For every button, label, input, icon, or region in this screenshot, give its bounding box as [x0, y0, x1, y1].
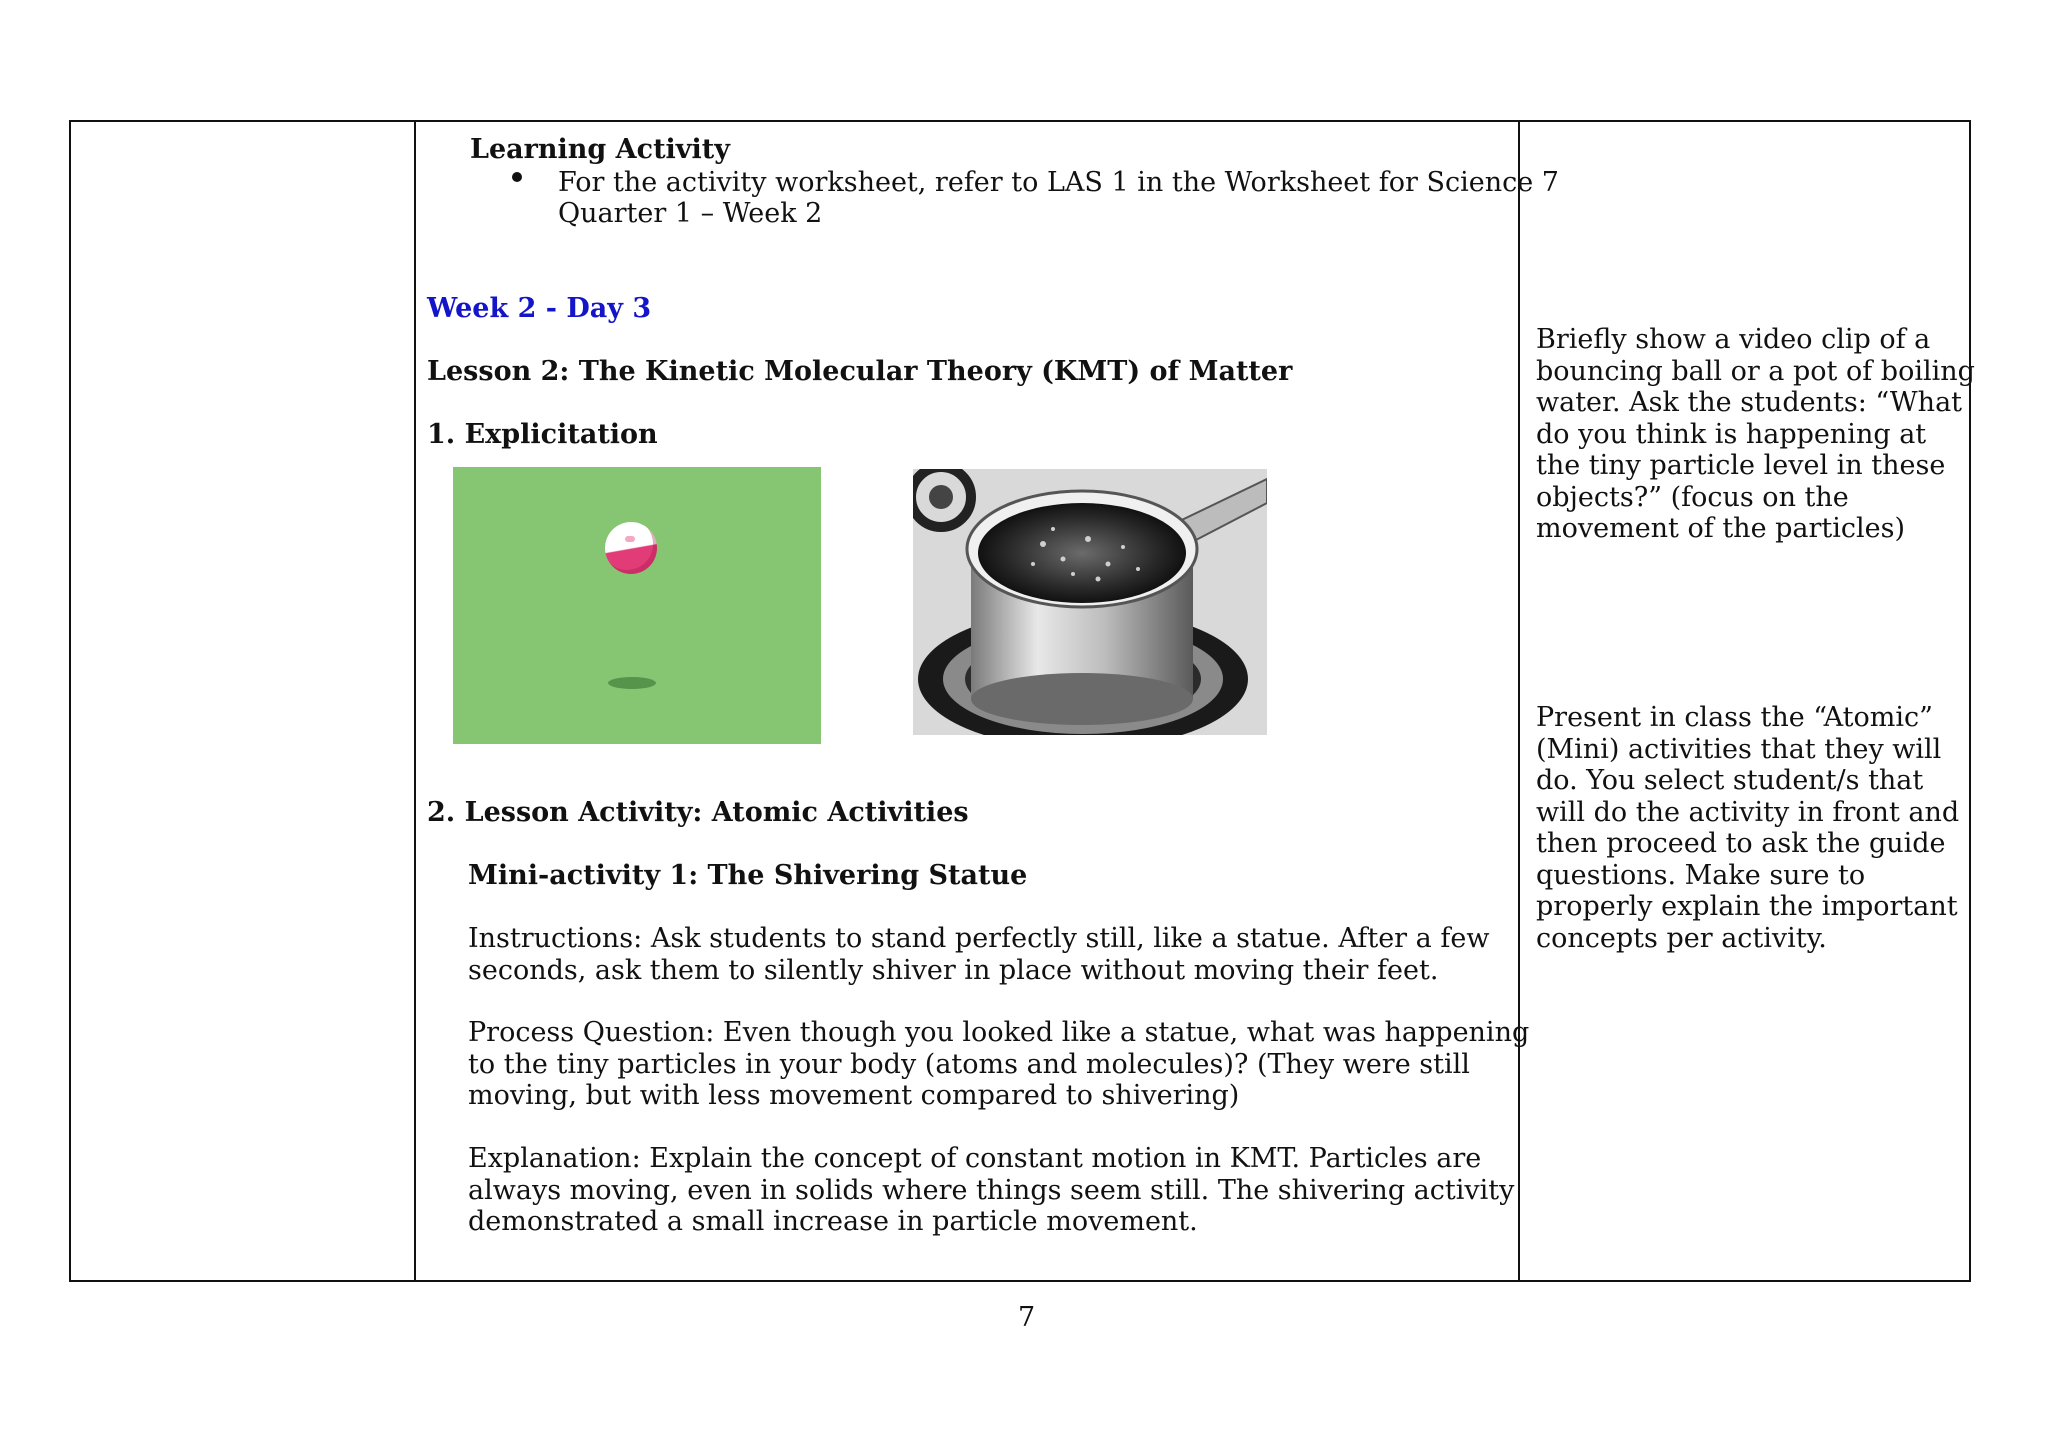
learning-activity-bullet-line2: Quarter 1 – Week 2	[558, 198, 823, 229]
note-line: questions. Make sure to	[1536, 859, 1866, 891]
boiling-pot-illustration	[913, 469, 1267, 735]
process-question-line: to the tiny particles in your body (atoms and molecules)? (They were still	[468, 1048, 1470, 1080]
learning-activity-heading: Learning Activity	[470, 134, 730, 165]
note-line: do you think is happening at	[1536, 418, 1927, 450]
note-line: Present in class the “Atomic”	[1536, 702, 1933, 733]
explicitation-heading: 1. Explicitation	[427, 419, 658, 450]
note-line: bouncing ball or a pot of boiling	[1536, 355, 1975, 387]
bullet-dot	[512, 172, 522, 182]
note-line: water. Ask the students: “What	[1536, 387, 1963, 418]
note-line: objects?” (focus on the	[1536, 481, 1849, 513]
explanation-line: always moving, even in solids where things seem still. The shivering activity	[468, 1174, 1515, 1206]
teacher-note-activities	[1536, 702, 1966, 954]
note-line: do. You select student/s that	[1536, 765, 1924, 796]
ball-icon	[605, 522, 657, 574]
explanation-line: demonstrated a small increase in particle movement.	[468, 1206, 1198, 1237]
learning-activity-bullet-line1: For the activity worksheet, refer to LAS 1 in the Worksheet for Science 7	[558, 167, 1559, 198]
note-line: the tiny particle level in these	[1536, 450, 1946, 481]
note-line: then proceed to ask the guide	[1536, 828, 1946, 859]
mini-activity-title: Mini-activity 1: The Shivering Statue	[468, 860, 1028, 891]
mini-activity-explanation	[468, 1143, 1514, 1238]
instructions-line: seconds, ask them to silently shiver in place without moving their feet.	[468, 954, 1439, 986]
note-line: concepts per activity.	[1536, 922, 1827, 954]
process-question-line: moving, but with less movement compared to shivering)	[468, 1080, 1240, 1111]
page-number: 7	[1018, 1302, 1036, 1333]
ball-logo-mark	[625, 536, 635, 542]
teacher-note-video	[1536, 324, 1975, 545]
ball-shadow	[608, 677, 656, 689]
mini-activity-instructions	[468, 923, 1489, 986]
process-question-line: Process Question: Even though you looked like a statue, what was happening	[468, 1017, 1530, 1048]
note-line: (Mini) activities that they will	[1536, 733, 1942, 765]
lesson-title: Lesson 2: The Kinetic Molecular Theory (KMT) of Matter	[427, 356, 1293, 387]
instructions-line: Instructions: Ask students to stand perfectly still, like a statue. After a few	[468, 923, 1490, 954]
note-line: properly explain the important	[1536, 891, 1958, 922]
table-column-divider-1	[414, 120, 416, 1282]
bouncing-ball-image	[453, 467, 821, 744]
note-line: Briefly show a video clip of a	[1536, 324, 1931, 355]
explanation-line: Explanation: Explain the concept of constant motion in KMT. Particles are	[468, 1143, 1482, 1174]
note-line: will do the activity in front and	[1536, 796, 1960, 828]
mini-activity-process-question	[468, 1017, 1529, 1112]
boiling-pot-image	[913, 469, 1267, 735]
lesson-activity-heading: 2. Lesson Activity: Atomic Activities	[427, 797, 969, 828]
week-day-heading: Week 2 - Day 3	[427, 293, 652, 324]
note-line: movement of the particles)	[1536, 513, 1906, 544]
